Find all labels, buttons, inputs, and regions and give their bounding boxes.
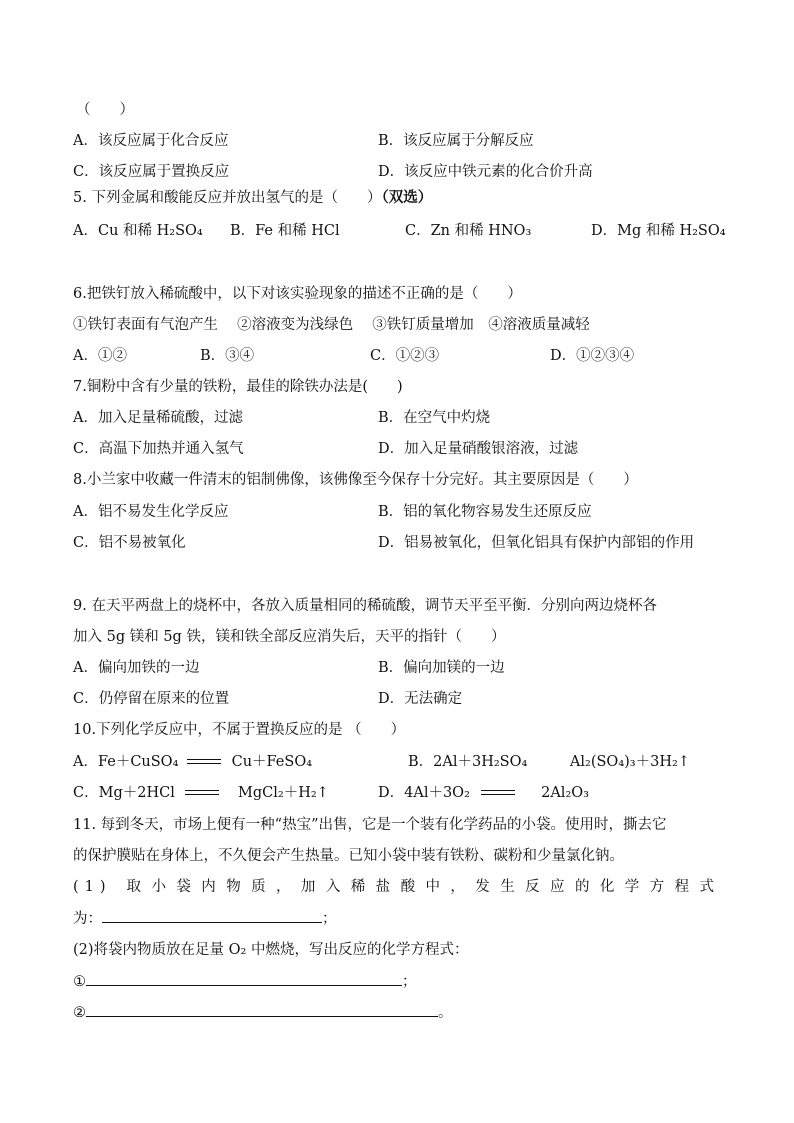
q4-option-c[interactable]: C．该反应属于置换反应: [73, 164, 230, 180]
q9-option-a[interactable]: A．偏向加铁的一边: [73, 660, 200, 676]
q11-marker-1-end: ；: [402, 974, 417, 990]
q5-stem-line: [73, 188, 432, 208]
q11-answer-blank-1[interactable]: [102, 908, 322, 923]
q4-paren: （ ）: [76, 102, 134, 118]
q11-part1-answer: [73, 908, 337, 929]
q11-part1-end: ；: [322, 911, 337, 927]
q5-option-c[interactable]: C．Zn 和稀 HNO₃: [405, 223, 532, 239]
q4-option-b[interactable]: B．该反应属于分解反应: [378, 133, 534, 149]
q11-marker-2-end: 。: [438, 1005, 453, 1021]
q10-b-reactants: B．2Al＋3H₂SO₄: [408, 754, 528, 770]
q10-option-c[interactable]: [73, 783, 329, 803]
q9-option-c[interactable]: C．仍停留在原来的位置: [73, 691, 230, 707]
q10-d-products: 2Al₂O₃: [541, 785, 589, 801]
q10-c-products: MgCl₂＋H₂↑: [238, 785, 329, 801]
q11-marker-1: ①: [73, 974, 86, 990]
q9-stem-line2: 加入 5g 镁和 5g 铁，镁和铁全部反应消失后，天平的指针（ ）: [73, 629, 506, 645]
q10-stem: 10.下列化学反应中，不属于置换反应的是 （ ）: [73, 722, 406, 738]
q9-stem-line1: 9. 在天平两盘上的烧杯中，各放入质量相同的稀硫酸，调节天平至平衡．分别向两边烧杯各: [73, 598, 657, 614]
q6-option-c[interactable]: C．①②③: [370, 348, 440, 364]
q10-d-reactants: D．4Al＋3O₂: [378, 785, 470, 801]
q5-option-b[interactable]: B．Fe 和稀 HCl: [230, 223, 340, 239]
q9-option-d[interactable]: D．无法确定: [378, 691, 463, 707]
q7-option-c[interactable]: C．高温下加热并通入氢气: [73, 441, 244, 457]
q6-option-a[interactable]: A．①②: [73, 348, 127, 364]
q7-option-d[interactable]: D．加入足量硝酸银溶液，过滤: [378, 441, 579, 457]
q7-stem: 7.铜粉中含有少量的铁粉，最佳的除铁办法是( ): [73, 379, 403, 395]
q8-option-b[interactable]: B．铝的氧化物容易发生还原反应: [378, 504, 592, 520]
q5-option-a[interactable]: A．Cu 和稀 H₂SO₄: [73, 223, 203, 239]
equals-sign-icon: [481, 789, 515, 797]
q10-b-products: Al₂(SO₄)₃＋3H₂↑: [569, 754, 690, 770]
q7-option-b[interactable]: B．在空气中灼烧: [378, 410, 491, 426]
q11-part1-prefix: 为：: [73, 911, 102, 927]
q8-option-c[interactable]: C．铝不易被氧化: [73, 535, 186, 551]
q11-stem-line1: 11. 每到冬天，市场上便有一种“热宝”出售，它是一个装有化学药品的小袋。使用时，撕去它: [73, 817, 667, 833]
q10-option-b[interactable]: [408, 752, 690, 772]
q5-stem: 5. 下列金属和酸能反应并放出氢气的是（ ）: [73, 190, 382, 206]
q6-option-d[interactable]: D．①②③④: [550, 348, 635, 364]
q10-option-d[interactable]: [378, 783, 589, 803]
q6-stem: 6.把铁钉放入稀硫酸中，以下对该实验现象的描述不正确的是（ ）: [73, 286, 522, 302]
q8-option-d[interactable]: D．铝易被氧化，但氧化铝具有保护内部铝的作用: [378, 535, 695, 551]
q5-note: （双选）: [381, 189, 433, 206]
q10-option-a[interactable]: [73, 752, 312, 772]
q4-option-a[interactable]: A．该反应属于化合反应: [73, 133, 229, 149]
q11-stem-line2: 的保护膜贴在身体上，不久便会产生热量。已知小袋中装有铁粉、碳粉和少量氯化钠。: [73, 848, 624, 864]
q8-stem: 8.小兰家中收藏一件清末的铝制佛像，该佛像至今保存十分完好。其主要原因是（ ）: [73, 472, 638, 488]
q11-answer-blank-2[interactable]: [86, 971, 402, 986]
q7-option-a[interactable]: A．加入足量稀硫酸，过滤: [73, 410, 243, 426]
q5-option-d[interactable]: D．Mg 和稀 H₂SO₄: [591, 223, 726, 239]
q11-part1: (1) 取小袋内物质，加入稀盐酸中，发生反应的化学方程式: [73, 879, 720, 895]
q11-marker-2: ②: [73, 1005, 86, 1021]
equals-sign-icon: [185, 789, 219, 797]
q9-option-b[interactable]: B．偏向加镁的一边: [378, 660, 505, 676]
q4-option-d[interactable]: D．该反应中铁元素的化合价升高: [378, 164, 593, 180]
equals-sign-icon: [187, 758, 221, 766]
q6-option-b[interactable]: B．③④: [200, 348, 255, 364]
q8-option-a[interactable]: A．铝不易发生化学反应: [73, 504, 229, 520]
q11-part2-answer-1: [73, 971, 417, 992]
q10-a-reactants: A．Fe＋CuSO₄: [73, 754, 179, 770]
q10-a-products: Cu＋FeSO₄: [231, 754, 313, 770]
q10-c-reactants: C．Mg＋2HCl: [73, 785, 175, 801]
q11-part2: (2)将袋内物质放在足量 O₂ 中燃烧，写出反应的化学方程式：: [73, 942, 469, 958]
q6-items: ①铁钉表面有气泡产生 ②溶液变为浅绿色 ③铁钉质量增加 ④溶液质量减轻: [73, 317, 590, 333]
q11-answer-blank-3[interactable]: [86, 1002, 438, 1017]
q11-part2-answer-2: [73, 1002, 453, 1023]
